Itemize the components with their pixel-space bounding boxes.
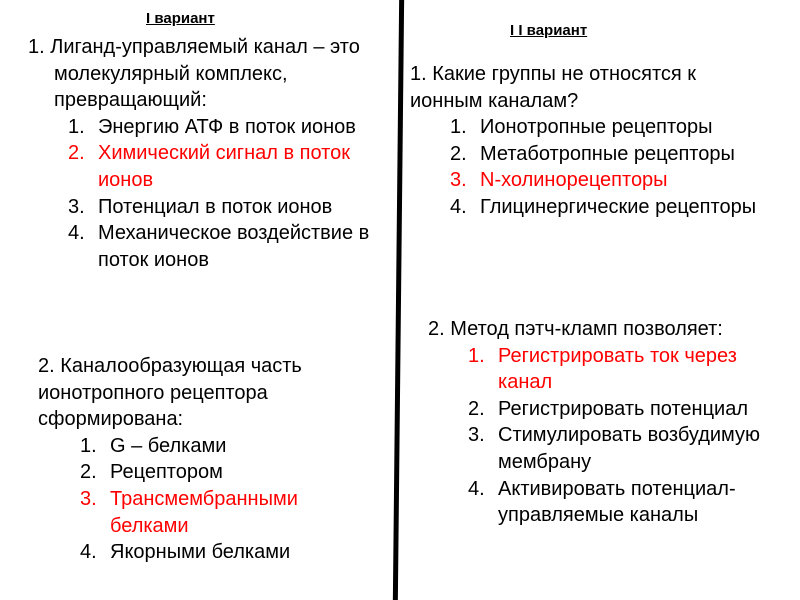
option-number: 1. (80, 434, 97, 457)
variant-2-question-2 (428, 316, 796, 529)
answer-option (468, 422, 796, 475)
option-text: Якорными белками (110, 541, 291, 564)
variant-2-title: I I вариант (510, 22, 588, 39)
answer-option (80, 459, 358, 486)
answer-list (428, 343, 796, 529)
option-text: Глицинергические рецепторы (480, 195, 757, 218)
option-number: 4. (450, 195, 467, 218)
answer-option (450, 194, 795, 221)
option-text: Регистрировать потенциал (498, 397, 749, 420)
option-text: Рецептором (110, 461, 223, 484)
option-text: G – белками (110, 434, 227, 457)
option-number: 3. (68, 195, 85, 218)
option-number: 2. (468, 397, 485, 420)
answer-option (80, 539, 358, 566)
option-number: 1. (450, 116, 467, 139)
option-text: Механическое воздействие в поток ионов (98, 222, 370, 271)
variant-2-question-1 (410, 61, 795, 221)
variant-1-question-2 (38, 353, 358, 566)
option-text: Потенциал в поток ионов (98, 195, 333, 218)
option-number: 3. (80, 487, 97, 510)
option-number: 2. (450, 142, 467, 165)
option-number: 2. (68, 142, 85, 165)
option-number: 4. (468, 477, 485, 500)
answer-option (450, 141, 795, 168)
answer-option (468, 476, 796, 529)
option-number: 2. (80, 461, 97, 484)
option-number: 1. (68, 115, 85, 138)
option-number: 4. (68, 222, 85, 245)
answer-option (68, 194, 373, 221)
answer-option (468, 396, 796, 423)
option-number: 3. (468, 424, 485, 447)
answer-list (410, 114, 795, 220)
answer-option-correct (68, 140, 373, 193)
option-text: N-холинорецепторы (480, 169, 668, 192)
variant-1-question-1 (28, 34, 373, 273)
answer-option (68, 220, 373, 273)
option-text: Химический сигнал в поток ионов (98, 142, 350, 191)
answer-option-correct (450, 167, 795, 194)
column-divider (393, 0, 404, 600)
option-text: Трансмембранными белками (110, 487, 298, 537)
question-text: 2. Каналообразующая часть ионотропного рецептора сформирована: (38, 355, 302, 431)
variant-1-title: I вариант (146, 10, 215, 27)
question-text: 1. Лиганд-управляемый канал – это молекулярный комплекс, превращающий: (28, 36, 360, 112)
option-text: Активировать потенциал-управляемые каналы (498, 477, 736, 527)
answer-option (80, 433, 358, 460)
question-text: 2. Метод пэтч-кламп позволяет: (428, 318, 723, 340)
option-number: 3. (450, 169, 467, 192)
answer-list (38, 433, 358, 566)
option-number: 1. (468, 344, 485, 367)
option-text: Стимулировать возбудимую мембрану (498, 424, 761, 473)
answer-list (28, 114, 373, 274)
option-number: 4. (80, 541, 97, 564)
question-text: 1. Какие группы не относятся к ионным каналам? (410, 63, 697, 112)
option-text: Энергию АТФ в поток ионов (98, 115, 356, 138)
answer-option (68, 114, 373, 141)
option-text: Ионотропные рецепторы (480, 116, 713, 139)
answer-option (450, 114, 795, 141)
answer-option-correct (468, 343, 796, 396)
option-text: Регистрировать ток через канал (498, 344, 737, 394)
answer-option-correct (80, 486, 358, 539)
option-text: Метаботропные рецепторы (480, 142, 735, 165)
